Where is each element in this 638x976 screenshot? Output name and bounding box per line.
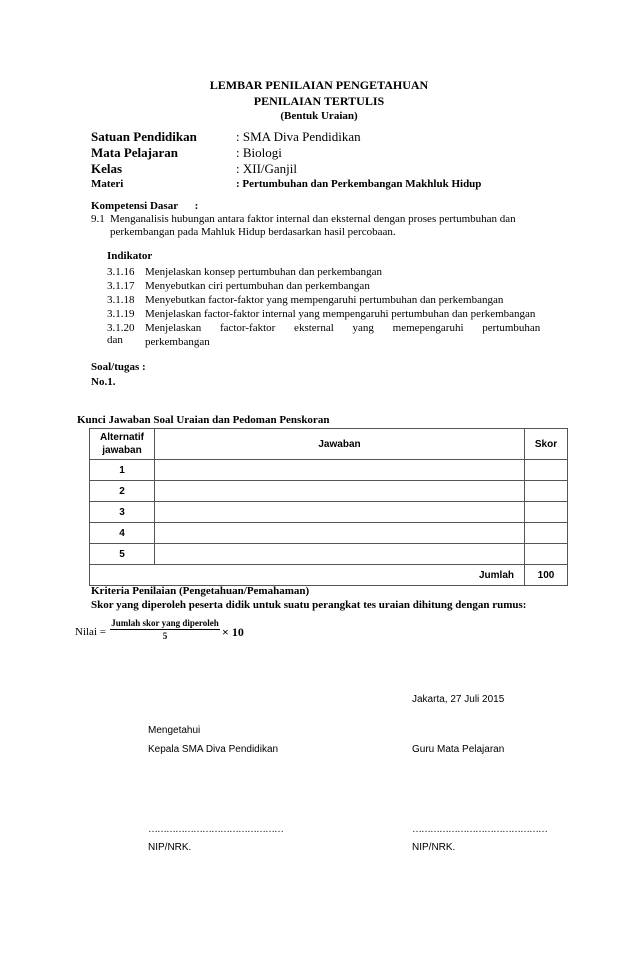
row-number: 3 (90, 502, 155, 523)
formula-numerator: Jumlah skor yang diperoleh (111, 618, 219, 628)
left-nip: NIP/NRK. (148, 842, 192, 853)
identity-value: : Biologi (236, 145, 282, 160)
identity-value: : Pertumbuhan dan Perkembangan Makhluk Hidup (236, 178, 482, 190)
kd-colon: : (194, 200, 199, 212)
answer-cell[interactable] (155, 460, 525, 481)
table-row (90, 502, 568, 523)
score-cell[interactable] (525, 544, 568, 565)
indikator-num: 3.1.17 (107, 280, 135, 292)
indikator-text: Menjelaskan factor-faktor internal yang mempengaruhi pertumbuhan dan perkembangan (145, 308, 536, 320)
mengetahui: Mengetahui (148, 725, 201, 736)
score-cell[interactable] (525, 523, 568, 544)
doc-subtitle: PENILAIAN TERTULIS (253, 94, 385, 108)
indikator-item (107, 280, 567, 292)
indikator-text: Menjelaskan factor-faktor eksternal yang memepengaruhi pertumbuhan dan (107, 322, 541, 346)
indikator-item (107, 294, 567, 306)
indikator-text: Menjelaskan konsep pertumbuhan dan perkembangan (145, 266, 383, 278)
table-row (90, 460, 568, 481)
identity-label: Mata Pelajaran (91, 145, 179, 160)
indikator-num: 3.1.18 (107, 294, 135, 306)
indikator-num: 3.1.19 (107, 308, 135, 320)
formula-denominator: 5 (162, 631, 168, 641)
doc-title: LEMBAR PENILAIAN PENGETAHUAN (209, 78, 429, 92)
score-cell[interactable] (525, 460, 568, 481)
identity-value: : XII/Ganjil (236, 161, 298, 176)
answer-cell[interactable] (155, 502, 525, 523)
indikator-text: Menyebutkan ciri pertumbuhan dan perkembangan (145, 280, 370, 292)
indikator-num: 3.1.20 (107, 322, 135, 334)
col-skor: Skor (525, 429, 568, 460)
kd-text: perkembangan pada Mahluk Hidup berdasarkan hasil percobaan. (110, 226, 396, 238)
left-signature-line: ……………………………………… (148, 824, 283, 835)
table-header-row (90, 429, 568, 460)
kunci-heading: Kunci Jawaban Soal Uraian dan Pedoman Penskoran (77, 414, 330, 426)
indikator-text: Menyebutkan factor-faktor yang mempengaruhi pertumbuhan dan perkembangan (145, 294, 504, 306)
score-cell[interactable] (525, 481, 568, 502)
col-alternatif-line: jawaban (102, 445, 142, 456)
col-alternatif (90, 429, 155, 460)
total-label: Jumlah (90, 565, 525, 586)
kd-heading-text: Kompetensi Dasar (91, 200, 178, 212)
place-date: Jakarta, 27 Juli 2015 (412, 694, 505, 705)
answer-cell[interactable] (155, 544, 525, 565)
nilai-label: Nilai = (75, 626, 106, 638)
kd-text: Menganalisis hubungan antara faktor internal dan eksternal dengan proses pertumbuhan dan (110, 213, 516, 225)
score-cell[interactable] (525, 502, 568, 523)
identity-label: Satuan Pendidikan (91, 129, 197, 144)
col-jawaban: Jawaban (155, 429, 525, 460)
table-row (90, 481, 568, 502)
right-signer-title: Guru Mata Pelajaran (412, 744, 505, 755)
identity-value: : SMA Diva Pendidikan (236, 129, 361, 144)
col-alternatif-line: Alternatif (100, 432, 144, 443)
table-row (90, 544, 568, 565)
total-value: 100 (525, 565, 568, 586)
row-number: 1 (90, 460, 155, 481)
indikator-text-cont: perkembangan (145, 336, 210, 348)
formula-fraction (110, 618, 220, 641)
row-number: 5 (90, 544, 155, 565)
table-total-row (90, 565, 568, 586)
right-nip: NIP/NRK. (412, 842, 456, 853)
left-signer-title: Kepala SMA Diva Pendidikan (148, 744, 279, 755)
kd-number: 9.1 (91, 213, 105, 225)
soal-heading: Soal/tugas : (91, 361, 146, 373)
formula-multiplier: × 10 (222, 625, 244, 639)
identity-label: Materi (91, 178, 124, 190)
kunci-table (89, 428, 568, 586)
indikator-heading: Indikator (107, 250, 153, 262)
right-signature-line: ……………………………………… (412, 824, 547, 835)
indikator-num: 3.1.16 (107, 266, 135, 278)
row-number: 2 (90, 481, 155, 502)
table-row (90, 523, 568, 544)
kd-heading (91, 200, 198, 212)
kriteria-text: Skor yang diperoleh peserta didik untuk suatu perangkat tes uraian dihitung dengan rumus: (91, 599, 527, 611)
indikator-item (107, 266, 567, 278)
soal-number: No.1. (91, 376, 116, 388)
answer-cell[interactable] (155, 481, 525, 502)
identity-label: Kelas (91, 161, 123, 176)
indikator-item (107, 308, 567, 320)
kriteria-heading: Kriteria Penilaian (Pengetahuan/Pemahaman) (91, 585, 310, 597)
row-number: 4 (90, 523, 155, 544)
doc-form: (Bentuk Uraian) (280, 110, 358, 122)
answer-cell[interactable] (155, 523, 525, 544)
